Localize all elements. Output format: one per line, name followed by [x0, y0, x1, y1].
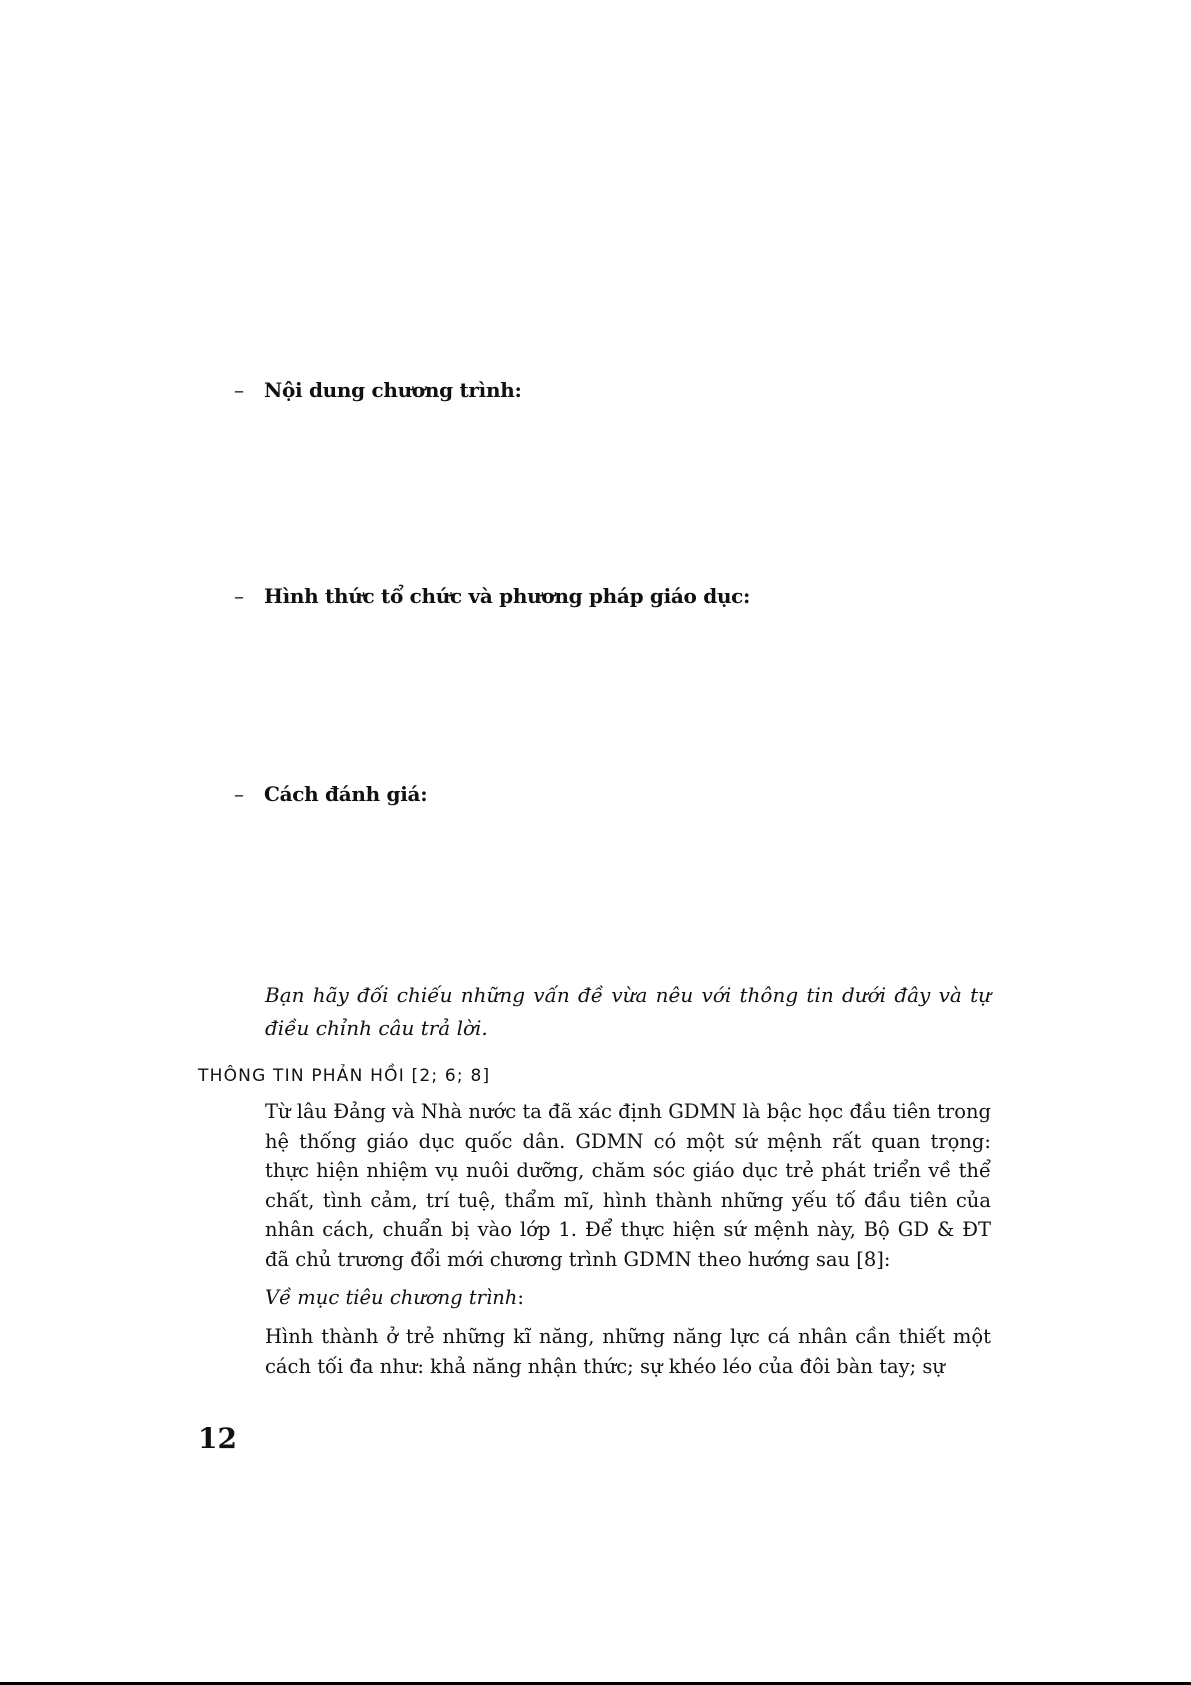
instruction-text: Bạn hãy đối chiếu những vấn đề vừa nêu với thông tin dưới đây và tự điều chỉnh câu trả lời.: [265, 983, 991, 1040]
item-assessment: [234, 782, 427, 806]
paragraph-intro: Từ lâu Đảng và Nhà nước ta đã xác định GDMN là bậc học đầu tiên trong hệ thống giáo dục quốc dân. GDMN có một sứ mệnh rất quan trọng: thực hiện nhiệm vụ nuôi dưỡng, chăm sóc giáo dục trẻ phát triển về thể chất, tình cảm, trí tuệ, thẩm mĩ, hình thành những yếu tố đầu tiên của nhân cách, chuẩn bị vào lớp 1. Để thực hiện sứ mệnh này, Bộ GD & ĐT đã chủ trương đổi mới chương trình GDMN theo hướng sau [8]:: [265, 1100, 991, 1271]
dash-bullet: –: [234, 782, 244, 806]
item-label: Cách đánh giá:: [264, 782, 428, 806]
item-label: Hình thức tổ chức và phương pháp giáo dục:: [264, 584, 751, 608]
feedback-heading: THÔNG TIN PHẢN HỒI [2; 6; 8]: [198, 1066, 491, 1086]
paragraph-goals: Hình thành ở trẻ những kĩ năng, những năng lực cá nhân cần thiết một cách tối đa như: khả năng nhận thức; sự khéo léo của đôi bàn tay; sự: [265, 1325, 991, 1378]
program-goal-subheading: [265, 1286, 524, 1309]
subheading-colon: :: [517, 1286, 524, 1309]
dash-bullet: –: [234, 584, 244, 608]
dash-bullet: –: [234, 378, 244, 402]
page-number: 12: [198, 1422, 237, 1455]
item-program-content: [234, 378, 522, 402]
subheading-text: Về mục tiêu chương trình: [265, 1286, 518, 1309]
item-organization-methods: [234, 584, 750, 608]
item-label: Nội dung chương trình:: [264, 378, 522, 402]
